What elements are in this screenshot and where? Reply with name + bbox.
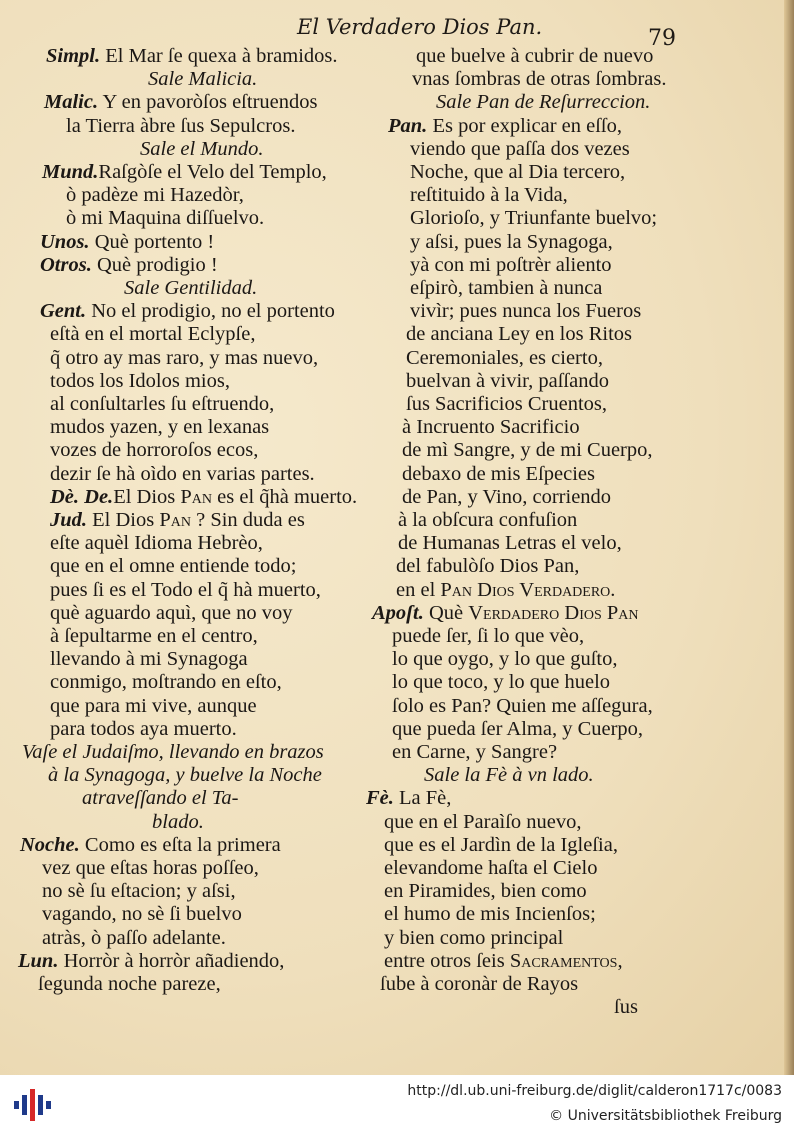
verse-text: El Mar ſe quexa à bramidos. [100,45,338,67]
speaker-label: Dè. De. [50,485,114,508]
verse-text: de anciana Ley en los Ritos [406,323,633,346]
verse-text: reſtituido à la Vida, [410,184,568,207]
library-logo-icon [12,1087,52,1123]
verse-text: ſolo es Pan? Quien me aſſegura, [392,694,653,717]
right-column-line [372,602,639,625]
small-caps-text: Pan [180,485,213,508]
verse-text: en Carne, y Sangre? [392,741,558,763]
left-column-line [50,718,237,741]
right-column-line [384,834,618,857]
right-column-line [410,277,602,300]
right-column-line [384,903,596,926]
stage-direction: Vaſe el Judaiſmo, llevando en brazos [22,741,324,763]
small-caps-text: Pan [159,509,191,531]
left-column-line [50,532,263,555]
small-caps-text: Sacramentos [509,949,618,972]
right-column-line [410,161,625,184]
left-column-line [44,91,317,114]
verse-text: en Piramides, bien como [384,880,587,903]
right-column-line [614,996,638,1019]
verse-text: del fabulòſo Dios Pan, [396,555,580,578]
speaker-label: Noche. [20,833,80,856]
verse-text: debaxo de mis Eſpecies [402,462,595,485]
verse-text: que pueda ſer Alma, y Cuerpo, [392,717,644,740]
verse-text: es el q̃hà muerto. [212,485,358,508]
left-column-line [50,416,269,439]
left-column-line [50,347,318,370]
verse-text: que en el Paraìſo nuevo, [384,810,582,833]
verse-text: La Fè, [393,787,452,810]
verse-text: No el prodigio, no el portento [86,300,335,323]
left-column-line [40,231,214,254]
right-column-line [410,254,612,277]
left-column-line [50,671,282,694]
verse-text: entre otros ſeis [384,949,510,972]
right-column-line [424,764,594,787]
stage-direction: Sale el Mundo. [140,137,264,160]
left-column-line [50,393,274,416]
verse-text: ſus Sacrificios Cruentos, [406,393,607,415]
speaker-label: Lun. [18,949,59,972]
speaker-label: Otros. [40,253,92,276]
verse-text: Què prodigio ! [91,253,218,276]
verse-text: Como es eſta la primera [79,833,281,856]
stage-direction: atraveſſando el Ta- [82,787,239,810]
left-column-line [66,115,295,138]
stage-direction: blado. [152,810,204,833]
right-column-line [396,555,579,578]
verse-text: à la obſcura confuſion [398,509,578,531]
verse-text: Horròr à horròr añadiendo, [58,949,285,972]
left-column-line [50,648,248,671]
verse-text: al conſultarles ſu eſtruendo, [50,393,275,415]
verse-text: . [610,578,616,601]
verse-text: Què [423,601,469,624]
verse-text: viendo que paſſa dos vezes [410,137,630,160]
right-column-line [406,393,607,416]
verse-text: de mì Sangre, y de mi Cuerpo, [402,439,653,462]
left-column-line [46,45,338,68]
footer-bar [0,1075,794,1132]
verse-text: ò padèze mi Hazedòr, [66,184,244,207]
verse-text: ſube à coronàr de Rayos [380,973,579,995]
right-column-line [392,648,617,671]
verse-text: Què portento ! [89,230,215,253]
left-column-line [48,764,322,787]
speaker-label: Jud. [50,509,88,531]
right-column-line [410,184,568,207]
speaker-label: Apoſt. [372,601,424,624]
page-number: 79 [648,26,676,51]
left-column-line [50,625,258,648]
verse-text: vivìr; pues nunca los Fueros [410,300,642,323]
running-head: El Verdadero Dios Pan. [297,15,543,39]
permalink-url[interactable]: http://dl.ub.uni-freiburg.de/diglit/calderon1717c/0083 [407,1083,782,1099]
speaker-label: Gent. [40,300,87,323]
left-column-line [66,184,244,207]
verse-text: no sè ſu eſtacion; y aſsi, [42,880,236,903]
verse-text: ſegunda noche pareze, [38,973,221,995]
right-column-line [410,138,630,161]
verse-text: El Dios [113,485,181,508]
right-column-line [410,231,613,254]
left-column-line [50,370,230,393]
page-edge [784,0,794,1075]
verse-text: ò mi Maquina diſſuelvo. [66,207,265,230]
right-column-line [384,857,597,880]
right-column-line [384,880,587,903]
right-column-line [396,579,615,602]
small-caps-text: Verdadero Dios Pan [468,601,639,624]
verse-text: el humo de mis Incienſos; [384,903,596,926]
left-column-line [18,950,284,973]
verse-text: buelvan à vivir, paſſando [406,369,609,392]
stage-direction: Sale Gentilidad. [124,277,258,299]
left-column-line [50,579,321,602]
verse-text: y bien como principal [384,926,564,949]
verse-text: que buelve à cubrir de nuevo [416,45,654,67]
verse-text: todos los Idolos mios, [50,369,230,392]
right-column-line [392,625,584,648]
verse-text: ſus [614,996,638,1019]
speaker-label: Simpl. [46,45,101,67]
left-column-line [140,138,264,161]
right-column-line [384,927,563,950]
verse-text: la Tierra àbre ſus Sepulcros. [66,114,296,137]
left-column-line [38,973,221,996]
verse-text: q̃ otro ay mas raro, y mas nuevo, [50,346,319,369]
speaker-label: Pan. [388,114,428,137]
verse-text: Y en pavoròſos eſtruendos [98,91,318,114]
verse-text: mudos yazen, y en lexanas [50,416,270,439]
left-column-line [40,254,218,277]
verse-text: lo que toco, y lo que huelo [392,671,611,694]
verse-text: à Incruento Sacrificio [402,416,580,439]
verse-text: yà con mi poſtrèr aliento [410,253,612,276]
verse-text: de Humanas Letras el velo, [398,532,622,555]
verse-text: Glorioſo, y Triunfante buelvo; [410,207,658,230]
right-column-line [398,532,622,555]
right-column-line [416,45,653,68]
speaker-label: Unos. [40,230,90,253]
right-column-line [366,787,451,810]
left-column-line [152,811,204,834]
left-column-line [124,277,257,300]
verse-text: ? Sin duda es [190,509,305,531]
verse-text: de Pan, y Vino, corriendo [402,485,612,508]
stage-direction: Sale Pan de Reſurreccion. [436,91,651,114]
left-column-line [50,695,257,718]
right-column-line [412,68,667,91]
verse-text: què aguardo aquì, que no voy [50,601,293,624]
right-column-line [402,439,653,462]
right-column-line [392,741,557,764]
left-column-line [50,439,258,462]
verse-text: eſpirò, tambien à nunca [410,277,603,299]
verse-text: para todos aya muerto. [50,717,237,740]
stage-direction: Sale la Fè à vn lado. [424,764,594,787]
left-column-line [42,927,226,950]
stage-direction: à la Synagoga, y buelve la Noche [48,764,322,787]
verse-text: eſte aquèl Idioma Hebrèo, [50,532,263,555]
verse-text: y aſsi, pues la Synagoga, [410,230,613,253]
right-column-line [406,347,603,370]
right-column-line [410,207,657,230]
copyright-notice: © Universitätsbibliothek Freiburg [549,1108,782,1124]
verse-text: , [617,949,623,972]
verse-text: à ſepultarme en el centro, [50,625,258,647]
left-column-line [50,509,305,532]
verse-text: vnas ſombras de otras ſombras. [412,68,667,91]
right-column-line [398,509,577,532]
right-column-line [392,718,643,741]
verse-text: en el [396,578,441,601]
verse-text: Ceremoniales, es cierto, [406,346,603,369]
verse-text: que es el Jardìn de la Igleſia, [384,833,618,856]
left-column-line [42,857,259,880]
right-column-line [388,115,622,138]
right-column-line [392,695,653,718]
verse-text: El Dios [87,509,160,531]
verse-text: conmigo, moſtrando en eſto, [50,671,282,694]
speaker-label: Malic. [44,91,99,114]
right-column-line [402,416,580,439]
left-column-line [50,555,297,578]
left-column-line [40,300,335,323]
right-column-line [380,973,578,996]
verse-text: vez que eſtas horas poſſeo, [42,857,259,879]
verse-text: eſtà en el mortal Eclypſe, [50,323,256,346]
verse-text: lo que oygo, y lo que guſto, [392,648,618,671]
verse-text: Raſgòſe el Velo del Templo, [98,161,327,183]
left-column-line [50,323,255,346]
right-column-line [436,91,650,114]
left-column-line [50,602,293,625]
verse-text: atràs, ò paſſo adelante. [42,926,226,949]
left-column-line [42,880,236,903]
right-column-line [392,671,610,694]
speaker-label: Fè. [366,787,394,810]
right-column-line [406,370,609,393]
speaker-label: Mund. [42,161,99,183]
verse-text: que en el omne entiende todo; [50,555,297,578]
left-column-line [22,741,324,764]
verse-text: vozes de horroroſos ecos, [50,439,259,462]
left-column-line [50,463,315,486]
left-column-line [50,486,357,509]
left-column-line [42,161,327,184]
left-column-line [148,68,257,91]
verse-text: Noche, que al Dia tercero, [410,161,626,183]
verse-text: puede ſer, ſi lo que vèo, [392,625,585,647]
stage-direction: Sale Malicia. [148,68,258,91]
verse-text: vagando, no sè ſi buelvo [42,903,242,926]
left-column-line [42,903,242,926]
verse-text: llevando à mi Synagoga [50,648,248,671]
right-column-line [402,486,611,509]
verse-text: pues ſi es el Todo el q̃ hà muerto, [50,578,321,601]
right-column-line [402,463,595,486]
verse-text: dezir ſe hà oìdo en varias partes. [50,462,315,485]
right-column-line [406,323,632,346]
small-caps-text: Pan Dios Verdadero [440,578,611,601]
right-column-line [384,811,582,834]
verse-text: que para mi vive, aunque [50,694,257,717]
right-column-line [384,950,623,973]
right-column-line [410,300,641,323]
left-column-line [66,207,264,230]
left-column-line [20,834,281,857]
left-column-line [82,787,238,810]
verse-text: elevandome haſta el Cielo [384,857,598,879]
verse-text: Es por explicar en eſſo, [427,114,622,137]
